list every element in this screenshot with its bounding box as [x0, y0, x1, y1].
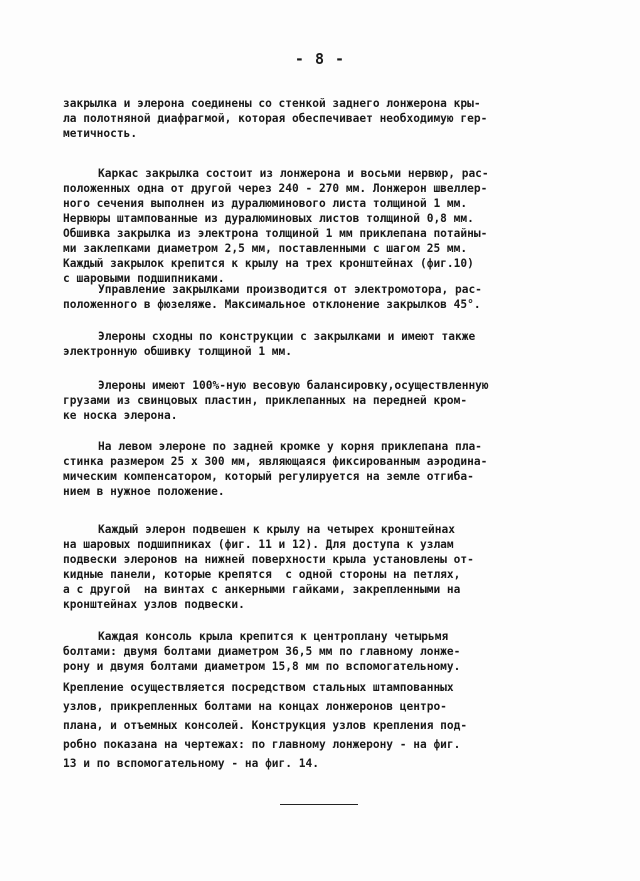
text-line: а с другой на винтах с анкерными гайками, закрепленными на	[63, 583, 461, 596]
text-line: Нервюры штампованные из дуралюминовых листов толщиной 0,8 мм.	[63, 212, 474, 225]
text-line: закрылка и элерона соединены со стенкой заднего лонжерона кры-	[63, 97, 481, 110]
text-line: узлов, прикрепленных болтами на концах лонжеронов центро-	[63, 700, 447, 713]
text-line: Каркас закрылка состоит из лонжерона и восьми нервюр, рас-	[98, 167, 489, 180]
text-line: положенного в фюзеляже. Максимальное отклонение закрылков 45°.	[63, 298, 481, 311]
text-line: на шаровых подшипниках (фиг. 11 и 12). Для доступа к узлам	[63, 538, 454, 551]
text-line: болтами: двумя болтами диаметром 36,5 мм по главному лонже-	[63, 645, 461, 658]
text-line: Крепление осуществляется посредством стальных штампованных	[63, 681, 454, 694]
text-line: робно показана на чертежах: по главному лонжерону - на фиг.	[63, 738, 461, 751]
text-line: ке носка элерона.	[63, 409, 178, 422]
text-line: Элероны сходны по конструкции с закрылками и имеют также	[98, 330, 476, 343]
text-line: Каждый закрылок крепится к крылу на трех кронштейнах (фиг.10)	[63, 257, 474, 270]
text-line: нием в нужное положение.	[63, 485, 225, 498]
text-line: Управление закрылками производится от электромотора, рас-	[98, 283, 482, 296]
text-line: с шаровыми подшипниками.	[63, 272, 225, 285]
end-divider	[280, 804, 358, 805]
text-line: На левом элероне по задней кромке у корня приклепана пла-	[98, 440, 482, 453]
text-line: рону и двумя болтами диаметром 15,8 мм по вспомогательному.	[63, 660, 461, 673]
text-line: ми заклепками диаметром 2,5 мм, поставленными с шагом 25 мм.	[63, 242, 468, 255]
text-line: подвески элеронов на нижней поверхности крыла установлены от-	[63, 553, 474, 566]
text-line: кидные панели, которые крепятся с одной стороны на петлях,	[63, 568, 461, 581]
page-number: - 8 -	[294, 50, 346, 68]
text-line: Каждая консоль крыла крепится к центроплану четырьмя	[98, 630, 449, 643]
text-line: грузами из свинцовых пластин, приклепанных на передней кром-	[63, 394, 468, 407]
text-line: стинка размером 25 х 300 мм, являющаяся фиксированным аэродина-	[63, 455, 488, 468]
text-line: Элероны имеют 100%-ную весовую балансировку,осуществленную	[98, 379, 489, 392]
text-line: мическим компенсатором, который регулируется на земле отгиба-	[63, 470, 474, 483]
text-line: электронную обшивку толщиной 1 мм.	[63, 345, 293, 358]
text-line: ного сечения выполнен из дуралюминового листа толщиной 1 мм.	[63, 197, 468, 210]
text-line: 13 и по вспомогательному - на фиг. 14.	[63, 757, 319, 770]
text-line: положенных одна от другой через 240 - 270 мм. Лонжерон швеллер-	[63, 182, 488, 195]
text-line: плана, и отъемных консолей. Конструкция узлов крепления под-	[63, 719, 468, 732]
text-line: ла полотняной диафрагмой, которая обеспечивает необходимую гер-	[63, 112, 488, 125]
text-line: метичность.	[63, 127, 138, 140]
text-line: Каждый элерон подвешен к крылу на четырех кронштейнах	[98, 523, 455, 536]
text-line: Обшивка закрылка из электрона толщиной 1 мм приклепана потайны-	[63, 227, 488, 240]
text-line: кронштейнах узлов подвески.	[63, 598, 245, 611]
